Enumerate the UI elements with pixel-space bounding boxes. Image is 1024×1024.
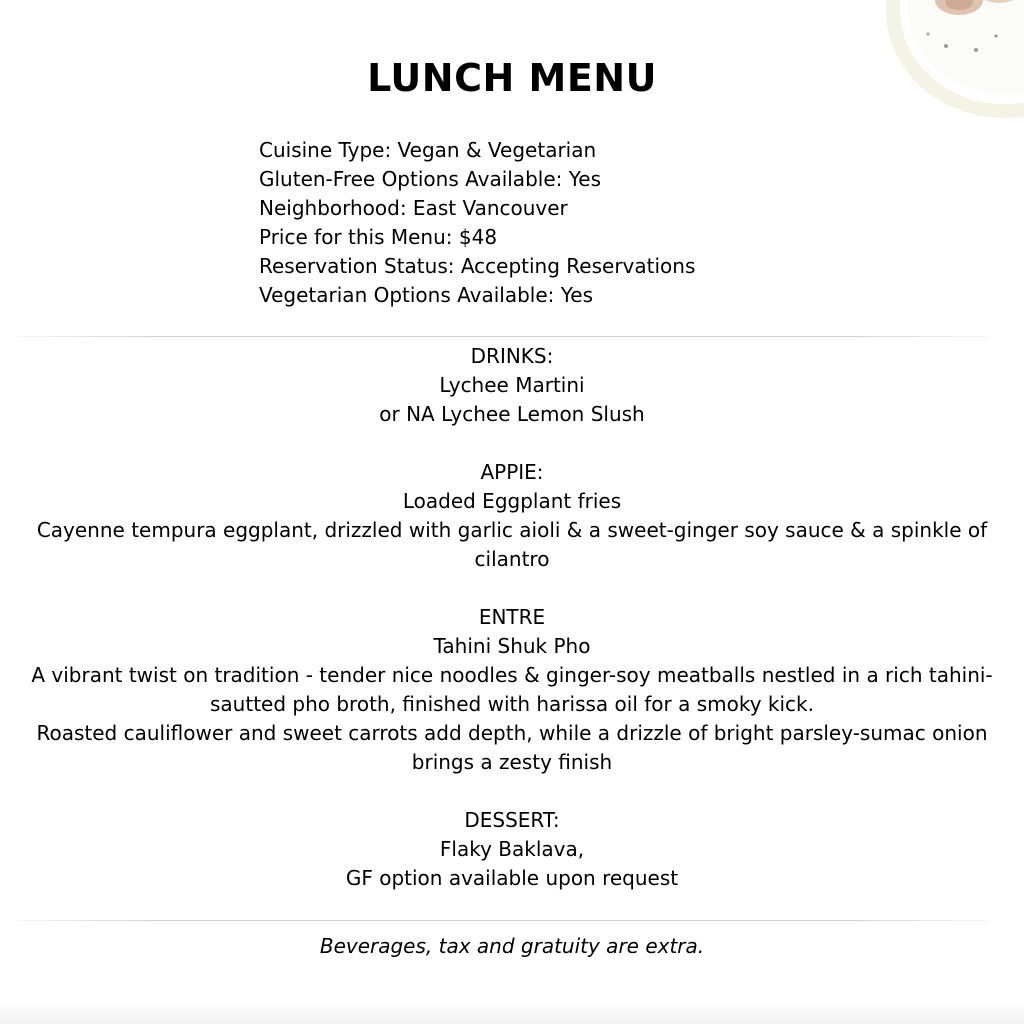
footer-note: Beverages, tax and gratuity are extra. (319, 934, 705, 958)
course-heading: APPIE: (480, 460, 544, 484)
course-entre (0, 603, 1024, 777)
divider-top (18, 336, 988, 337)
info-cuisine-type: Cuisine Type: Vegan & Vegetarian (259, 138, 597, 162)
course-description: Roasted cauliflower and sweet carrots add depth, while a drizzle of bright parsley-sumac onion brings a zesty finish (36, 721, 988, 774)
info-reservation-status: Reservation Status: Accepting Reservations (259, 254, 696, 278)
menu-title: LUNCH MENU (367, 56, 657, 100)
course-item: Tahini Shuk Pho (433, 634, 591, 658)
course-item: Flaky Baklava, (439, 837, 585, 861)
course-description: A vibrant twist on tradition - tender nice noodles & ginger-soy meatballs nestled in a rich tahini-sautted pho broth, finished with harissa oil for a smoky kick. (31, 663, 993, 716)
menu-courses (0, 342, 1024, 893)
info-neighborhood: Neighborhood: East Vancouver (259, 196, 568, 220)
course-drinks (0, 342, 1024, 429)
course-heading: ENTRE (478, 605, 546, 629)
info-price: Price for this Menu: $48 (259, 225, 498, 249)
bottom-shade (0, 1000, 1024, 1024)
course-description: Cayenne tempura eggplant, drizzled with garlic aioli & a sweet-ginger soy sauce & a spinkle of cilantro (36, 518, 988, 571)
info-gluten-free: Gluten-Free Options Available: Yes (259, 167, 602, 191)
menu-info-list (259, 136, 695, 310)
course-appie (0, 458, 1024, 574)
course-heading: DRINKS: (470, 344, 554, 368)
info-vegetarian-options: Vegetarian Options Available: Yes (259, 283, 594, 307)
course-heading: DESSERT: (464, 808, 560, 832)
course-item: Lychee Martini (439, 373, 585, 397)
course-item: GF option available upon request (345, 866, 679, 890)
divider-bottom (18, 920, 988, 921)
course-dessert (0, 806, 1024, 893)
course-item: Loaded Eggplant fries (402, 489, 622, 513)
course-item: or NA Lychee Lemon Slush (379, 402, 645, 426)
